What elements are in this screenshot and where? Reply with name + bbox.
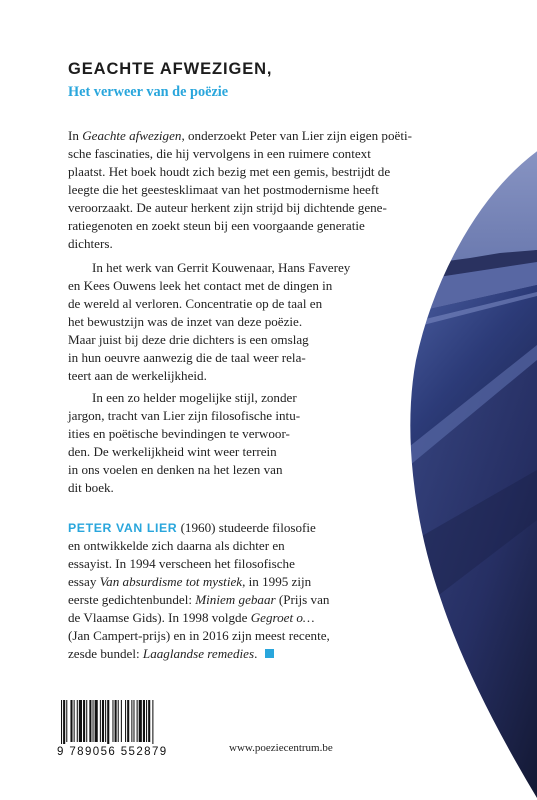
author-bio xyxy=(68,519,380,663)
text-line: en ontwikkelde zich daarna als dichter en xyxy=(68,538,285,554)
second-paragraph xyxy=(68,259,380,385)
barcode-bar xyxy=(115,700,117,742)
book-subtitle: Het verweer van de poëzie xyxy=(68,84,229,100)
barcode-bar xyxy=(89,700,91,742)
barcode-bar xyxy=(125,700,126,742)
text-line: de wereld al verloren. Concentratie op de taal en xyxy=(68,296,323,312)
text-line: In het werk van Gerrit Kouwenaar, Hans Faverey xyxy=(92,260,351,275)
isbn-digits: 9 789056 552879 xyxy=(57,744,197,758)
text-line: in ons voelen en denken na het lezen van xyxy=(68,462,283,478)
text-line: In een zo helder mogelijke stijl, zonder xyxy=(92,390,297,405)
barcode-bar xyxy=(102,700,104,742)
barcode-bar xyxy=(86,700,87,742)
barcode-bar xyxy=(146,700,147,742)
barcode-bar xyxy=(70,700,72,742)
barcode-bar xyxy=(127,700,129,742)
text-line: leegte die het geestesklimaat van het postmodernisme heeft xyxy=(68,182,379,198)
barcode-bar xyxy=(100,700,101,742)
barcode-bar xyxy=(61,700,62,746)
barcode-bar xyxy=(93,700,94,742)
text-line: Maar juist bij deze drie dichters is een omslag xyxy=(68,332,309,348)
text-line: het bewustzijn was de inzet van deze poëzie. xyxy=(68,314,303,330)
barcode-bar xyxy=(143,700,145,742)
publisher-website: www.poeziecentrum.be xyxy=(229,742,333,754)
barcode-bar xyxy=(137,700,138,742)
barcode-bar xyxy=(105,700,106,742)
text-line: in hun oeuvre aanwezig die de taal weer rela- xyxy=(68,350,306,366)
barcode-bar xyxy=(66,700,67,742)
text-line: ratiegenoten en zoekt steun bij een voorgaande generatie xyxy=(68,218,365,234)
text-line: dit boek. xyxy=(68,480,114,496)
text-line: dichters. xyxy=(68,236,113,252)
barcode-bar xyxy=(79,700,82,742)
text-line: de Vlaamse Gids). In 1998 volgde Gegroet o… xyxy=(68,610,315,626)
barcode-bar xyxy=(83,700,85,742)
text-line: (Jan Campert-prijs) en in 2016 zijn meest recente, xyxy=(68,628,330,644)
barcode-bar xyxy=(152,700,153,746)
text-line: sche fascinaties, die hij vervolgens in een ruimere context xyxy=(68,146,371,162)
intro-paragraph xyxy=(68,127,412,253)
barcode-bar xyxy=(107,700,109,746)
barcode-bar xyxy=(95,700,98,742)
text-line: zesde bundel: Laaglandse remedies. xyxy=(68,645,380,663)
third-paragraph xyxy=(68,389,380,497)
text-line: den. De werkelijkheid wint weer terrein xyxy=(68,444,277,460)
text-line: PETER VAN LIER (1960) studeerde filosofie xyxy=(68,520,316,535)
barcode-bar xyxy=(118,700,119,742)
text-line: essay Van absurdisme tot mystiek, in 1995 zijn xyxy=(68,574,312,590)
text-line: plaatst. Het boek houdt zich bezig met een gemis, bestrijdt de xyxy=(68,164,391,180)
text-line: In Geachte afwezigen, onderzoekt Peter van Lier zijn eigen poëti- xyxy=(68,128,412,143)
text-line: jargon, tracht van Lier zijn filosofische intu- xyxy=(68,408,301,424)
book-title-inline: Geachte afwezigen xyxy=(82,128,182,143)
barcode-bar xyxy=(139,700,142,742)
barcode-bar xyxy=(63,700,65,746)
barcode-bar xyxy=(148,700,150,742)
text-line: veroorzaakt. De auteur herkent zijn strijd bij dichtende gene- xyxy=(68,200,387,216)
barcode-bar xyxy=(133,700,134,742)
text-line: eerste gedichtenbundel: Miniem gebaar (Prijs van xyxy=(68,592,330,608)
text-line: en Kees Ouwens leek het contact met de dingen in xyxy=(68,278,333,294)
text-line: teert aan de werkelijkheid. xyxy=(68,368,207,384)
end-mark-square xyxy=(265,649,274,658)
barcode-bar xyxy=(112,700,113,742)
text-line: essayist. In 1994 verscheen het filosofische xyxy=(68,556,295,572)
barcode-bar xyxy=(121,700,122,742)
barcode-bar xyxy=(77,700,78,742)
barcode-bar xyxy=(131,700,132,742)
author-name: PETER VAN LIER xyxy=(68,521,178,535)
barcode-bar xyxy=(74,700,75,742)
text-line: ities en poëtische bevindingen te verwoor- xyxy=(68,426,290,442)
book-title: GEACHTE AFWEZIGEN, xyxy=(68,60,273,78)
